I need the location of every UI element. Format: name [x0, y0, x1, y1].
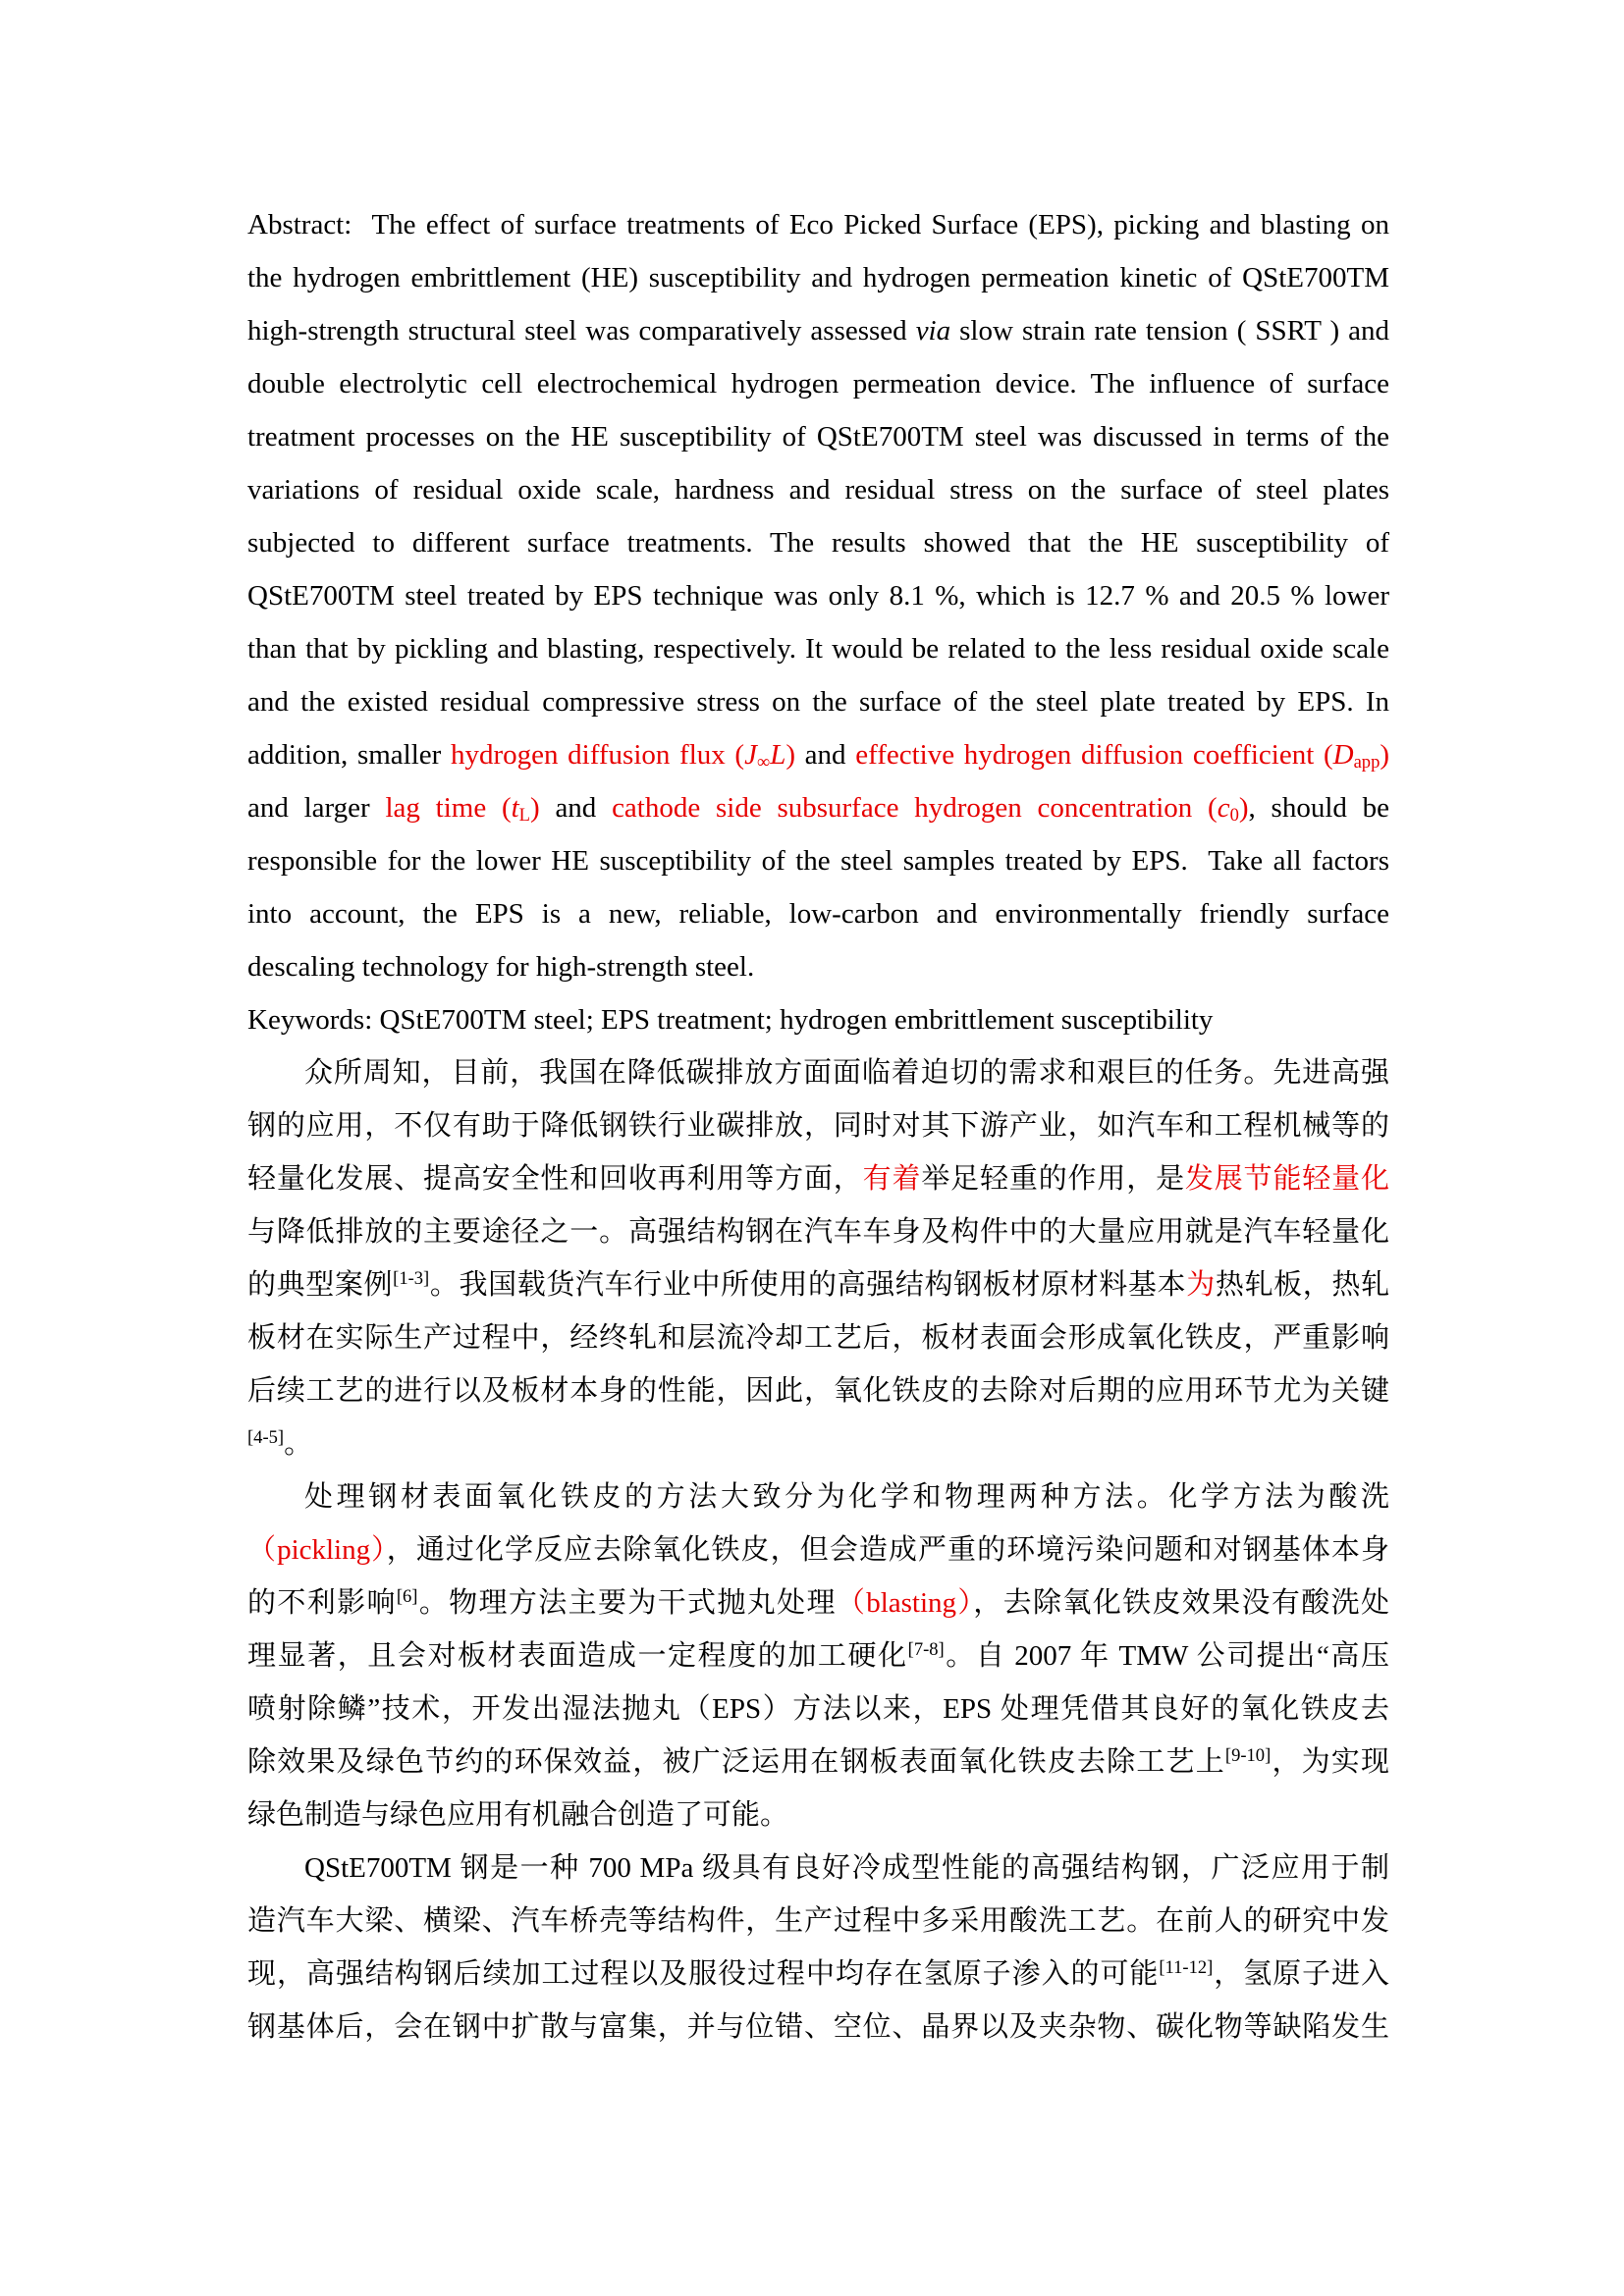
- keywords-line: [247, 993, 1389, 1046]
- highlighted-text: （blasting）: [836, 1587, 974, 1619]
- text-line: [247, 1258, 1389, 1311]
- document-body: [247, 198, 1389, 2054]
- text-line: [247, 1789, 1389, 1842]
- text-segment: 。自 2007 年 TMW 公司提出“高压: [944, 1640, 1389, 1672]
- text-line: [247, 1152, 1389, 1205]
- text-segment: Keywords: QStE700TM steel; EPS treatment; hydrogen embrittlement susceptibility: [247, 1004, 1214, 1036]
- text-line: [247, 1417, 1389, 1470]
- text-segment: responsible for the lower HE susceptibility of the steel samples treated by EPS. Take all factors: [247, 845, 1389, 877]
- text-line: [247, 304, 1389, 357]
- intro-paragraph: [247, 1046, 1389, 1470]
- text-line: [247, 622, 1389, 675]
- highlighted-text: L: [770, 739, 786, 771]
- text-segment: 板材在实际生产过程中，经终轧和层流冷却工艺后，板材表面会形成氧化铁皮，严重影响: [247, 1322, 1389, 1354]
- text-line: [247, 357, 1389, 410]
- text-segment: 钢的应用，不仅有助于降低钢铁行业碳排放，同时对其下游产业，如汽车和工程机械等的: [247, 1110, 1389, 1142]
- text-line: [247, 1523, 1389, 1576]
- text-line: [247, 1735, 1389, 1789]
- citation-ref: [9-10]: [1224, 1745, 1272, 1766]
- text-segment: 与降低排放的主要途径之一。高强结构钢在汽车车身及构件中的大量应用就是汽车轻量化: [247, 1216, 1389, 1248]
- text-segment: treatment processes on the HE susceptibility of QStE700TM steel was discussed in terms of the: [247, 421, 1389, 453]
- text-segment: ，去除氧化铁皮效果没有酸洗处: [973, 1587, 1389, 1619]
- text-line: [247, 1046, 1389, 1099]
- abstract-paragraph: [247, 198, 1389, 993]
- text-segment: 钢基体后，会在钢中扩散与富集，并与位错、空位、晶界以及夹杂物、碳化物等缺陷发生: [247, 2011, 1389, 2043]
- text-line: [247, 1470, 1389, 1523]
- text-line: [247, 198, 1389, 251]
- text-line: [247, 1948, 1389, 2001]
- text-segment: ，氢原子进入: [1213, 1958, 1389, 1990]
- text-line: [247, 2001, 1389, 2054]
- text-line: [247, 1311, 1389, 1364]
- text-segment: high-strength structural steel was comparatively assessed: [247, 315, 916, 347]
- citation-ref: [4-5]: [247, 1427, 285, 1448]
- text-line: [247, 781, 1389, 834]
- text-line: [247, 251, 1389, 304]
- text-line: [247, 1682, 1389, 1735]
- highlighted-text: t: [511, 792, 519, 824]
- text-line: [247, 728, 1389, 781]
- text-segment: 。物理方法主要为干式抛丸处理: [417, 1587, 837, 1619]
- highlighted-text: 有着: [862, 1163, 922, 1195]
- text-segment: ，为实现: [1271, 1746, 1389, 1778]
- highlighted-text: ∞: [756, 752, 771, 773]
- highlighted-text: J: [744, 739, 757, 771]
- highlighted-text: hydrogen diffusion flux (: [450, 739, 745, 771]
- text-segment: and larger: [247, 792, 386, 824]
- text-segment: ，通过化学反应去除氧化铁皮，但会造成严重的环境污染问题和对钢基体本身: [386, 1534, 1389, 1566]
- text-segment: QStE700TM steel treated by EPS technique was only 8.1 %, which is 12.7 % and 20.5 % lower: [247, 580, 1389, 612]
- highlighted-text: D: [1332, 739, 1354, 771]
- text-line: [247, 463, 1389, 516]
- highlighted-text: c: [1217, 792, 1230, 824]
- text-segment: 。我国载货汽车行业中所使用的高强结构钢板材原材料基本: [429, 1269, 1187, 1301]
- highlighted-text: 为: [1186, 1269, 1216, 1301]
- text-segment: 绿色制造与绿色应用有机融合创造了可能。: [247, 1799, 789, 1831]
- text-line: [247, 887, 1389, 940]
- text-line: [247, 1629, 1389, 1682]
- citation-ref: [11-12]: [1159, 1957, 1214, 1978]
- text-segment: 处理钢材表面氧化铁皮的方法大致分为化学和物理两种方法。化学方法为酸洗: [304, 1481, 1389, 1513]
- text-segment: descaling technology for high-strength steel.: [247, 951, 755, 983]
- text-segment: 理显著，且会对板材表面造成一定程度的加工硬化: [247, 1640, 908, 1672]
- qste700tm-paragraph: [247, 1842, 1389, 2054]
- text-segment: the hydrogen embrittlement (HE) susceptibility and hydrogen permeation kinetic of QStE700TM: [247, 262, 1389, 294]
- text-segment: 后续工艺的进行以及板材本身的性能，因此，氧化铁皮的去除对后期的应用环节尤为关键: [247, 1375, 1389, 1407]
- text-line: [247, 516, 1389, 569]
- text-segment: than that by pickling and blasting, respectively. It would be related to the less residual oxide scale: [247, 633, 1389, 665]
- text-segment: variations of residual oxide scale, hardness and residual stress on the surface of steel plates: [247, 474, 1389, 506]
- descaling-methods-paragraph: [247, 1470, 1389, 1842]
- text-segment: Abstract: The effect of surface treatments of Eco Picked Surface (EPS), picking and blasting on: [247, 209, 1389, 240]
- text-segment: 举足轻重的作用，是: [921, 1163, 1185, 1195]
- text-segment: 喷射除鳞”技术，开发出湿法抛丸（EPS）方法以来，EPS 处理凭借其良好的氧化铁皮去: [247, 1693, 1389, 1725]
- citation-ref: [1-3]: [393, 1268, 430, 1289]
- text-segment: slow strain rate tension ( SSRT ) and: [950, 315, 1389, 347]
- text-segment: via: [915, 315, 951, 347]
- highlighted-text: 发展节能轻量化: [1184, 1163, 1389, 1195]
- text-line: [247, 569, 1389, 622]
- highlighted-text: app: [1353, 752, 1380, 773]
- highlighted-text: ): [530, 792, 540, 824]
- text-line: [247, 834, 1389, 887]
- citation-ref: [6]: [396, 1586, 418, 1607]
- text-line: [247, 1576, 1389, 1629]
- text-segment: and: [539, 792, 613, 824]
- text-segment: QStE700TM 钢是一种 700 MPa 级具有良好冷成型性能的高强结构钢，广泛应用于制: [304, 1852, 1389, 1884]
- text-line: [247, 1099, 1389, 1152]
- citation-ref: [7-8]: [907, 1639, 945, 1660]
- highlighted-text: cathode side subsurface hydrogen concentration (: [612, 792, 1218, 824]
- text-line: [247, 1364, 1389, 1417]
- highlighted-text: effective hydrogen diffusion coefficient (: [855, 739, 1333, 771]
- text-segment: into account, the EPS is a new, reliable, low-carbon and environmentally friendly surface: [247, 898, 1389, 930]
- text-segment: and the existed residual compressive stress on the surface of the steel plate treated by EPS. In: [247, 686, 1389, 718]
- text-segment: 除效果及绿色节约的环保效益，被广泛运用在钢板表面氧化铁皮去除工艺上: [247, 1746, 1225, 1778]
- text-line: [247, 1895, 1389, 1948]
- text-line: [247, 1842, 1389, 1895]
- highlighted-text: ): [785, 739, 795, 771]
- text-segment: and: [795, 739, 856, 771]
- text-segment: 。: [284, 1428, 313, 1460]
- text-line: [247, 940, 1389, 993]
- text-line: [247, 1205, 1389, 1258]
- text-segment: double electrolytic cell electrochemical hydrogen permeation device. The influence of surface: [247, 368, 1389, 400]
- text-segment: , should be: [1248, 792, 1389, 824]
- highlighted-text: lag time (: [385, 792, 512, 824]
- highlighted-text: L: [518, 805, 531, 826]
- highlighted-text: 0: [1229, 805, 1239, 826]
- text-segment: 的不利影响: [247, 1587, 397, 1619]
- text-line: [247, 410, 1389, 463]
- text-segment: 现，高强结构钢后续加工过程以及服役过程中均存在氢原子渗入的可能: [247, 1958, 1160, 1990]
- text-segment: subjected to different surface treatments. The results showed that the HE susceptibility of: [247, 527, 1389, 559]
- text-segment: 众所周知，目前，我国在降低碳排放方面面临着迫切的需求和艰巨的任务。先进高强: [304, 1057, 1389, 1089]
- text-segment: 造汽车大梁、横梁、汽车桥壳等结构件，生产过程中多采用酸洗工艺。在前人的研究中发: [247, 1905, 1389, 1937]
- highlighted-text: （pickling）: [247, 1534, 387, 1566]
- highlighted-text: ): [1380, 739, 1389, 771]
- text-segment: addition, smaller: [247, 739, 451, 771]
- text-segment: 热轧板，热轧: [1215, 1269, 1389, 1301]
- text-segment: 的典型案例: [247, 1269, 394, 1301]
- highlighted-text: ): [1238, 792, 1249, 824]
- text-segment: 轻量化发展、提高安全性和回收再利用等方面，: [247, 1163, 863, 1195]
- text-line: [247, 993, 1389, 1046]
- text-line: [247, 675, 1389, 728]
